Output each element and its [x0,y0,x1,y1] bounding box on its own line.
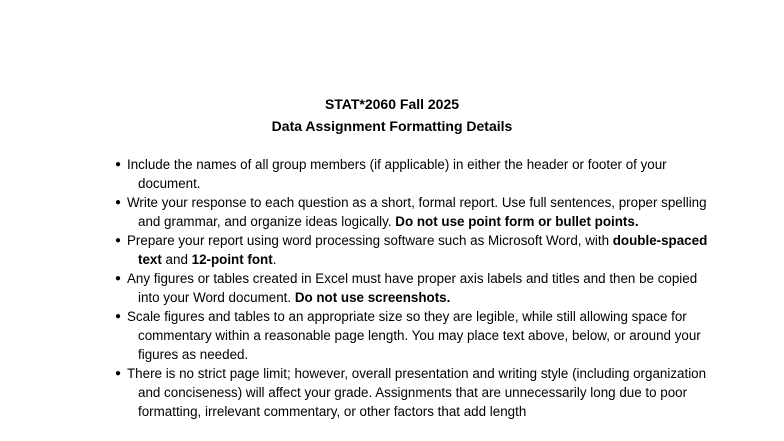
bullet-text-segment: Any figures or tables created in Excel must have proper axis labels and titles and then be copied into your Word document. [127,271,698,305]
bullet-text-segment: Include the names of all group members (if applicable) in either the header or footer of your document. [127,157,667,191]
bullet-text-emphasis: Do not use screenshots. [294,290,451,305]
bullet-text-segment: Write your response to each question as a short, formal report. Use full sentences, proper spelling and grammar, and organize ideas logically. [127,195,707,229]
bullet-text-emphasis: double-spaced text [138,233,708,267]
bullet-text-segment: Prepare your report using word processing software such as Microsoft Word, with [127,233,613,248]
bullet-icon: ● [115,159,122,170]
bullet-text [127,269,712,307]
bullet-item [112,307,712,364]
bullet-item [112,364,712,421]
bullet-text-segment: and [161,252,192,267]
bullet-text-emphasis: 12-point font [191,252,273,267]
bullet-text [127,307,712,364]
course-title: STAT*2060 Fall 2025 [324,96,460,112]
formatting-bullet-list [112,155,712,421]
bullet-icon: ● [115,273,122,284]
bullet-item [112,269,712,307]
bullet-icon: ● [115,197,122,208]
bullet-icon: ● [115,235,122,246]
bullet-text [127,364,712,421]
bullet-item [112,155,712,193]
bullet-item [112,193,712,231]
bullet-text-segment: There is no strict page limit; however, overall presentation and writing style (including organization and conciseness) will affect your grade. Assignments that are unnecessarily long due to poor formatting, irrelevant commentary, or other factors that add length [127,366,707,419]
bullet-icon: ● [115,311,122,322]
bullet-text [127,193,712,231]
assignment-title: Data Assignment Formatting Details [271,118,513,134]
document-title [0,93,784,137]
bullet-item [112,231,712,269]
bullet-text-emphasis: Do not use point form or bullet points. [395,214,639,229]
bullet-text-segment: . [272,252,277,267]
bullet-text-segment: Scale figures and tables to an appropriate size so they are legible, while still allowing space for commentary within a reasonable page length. You may place text above, below, or around your figures as needed. [127,309,701,362]
bullet-icon: ● [115,368,122,379]
bullet-text [127,155,712,193]
bullet-text [127,231,712,269]
